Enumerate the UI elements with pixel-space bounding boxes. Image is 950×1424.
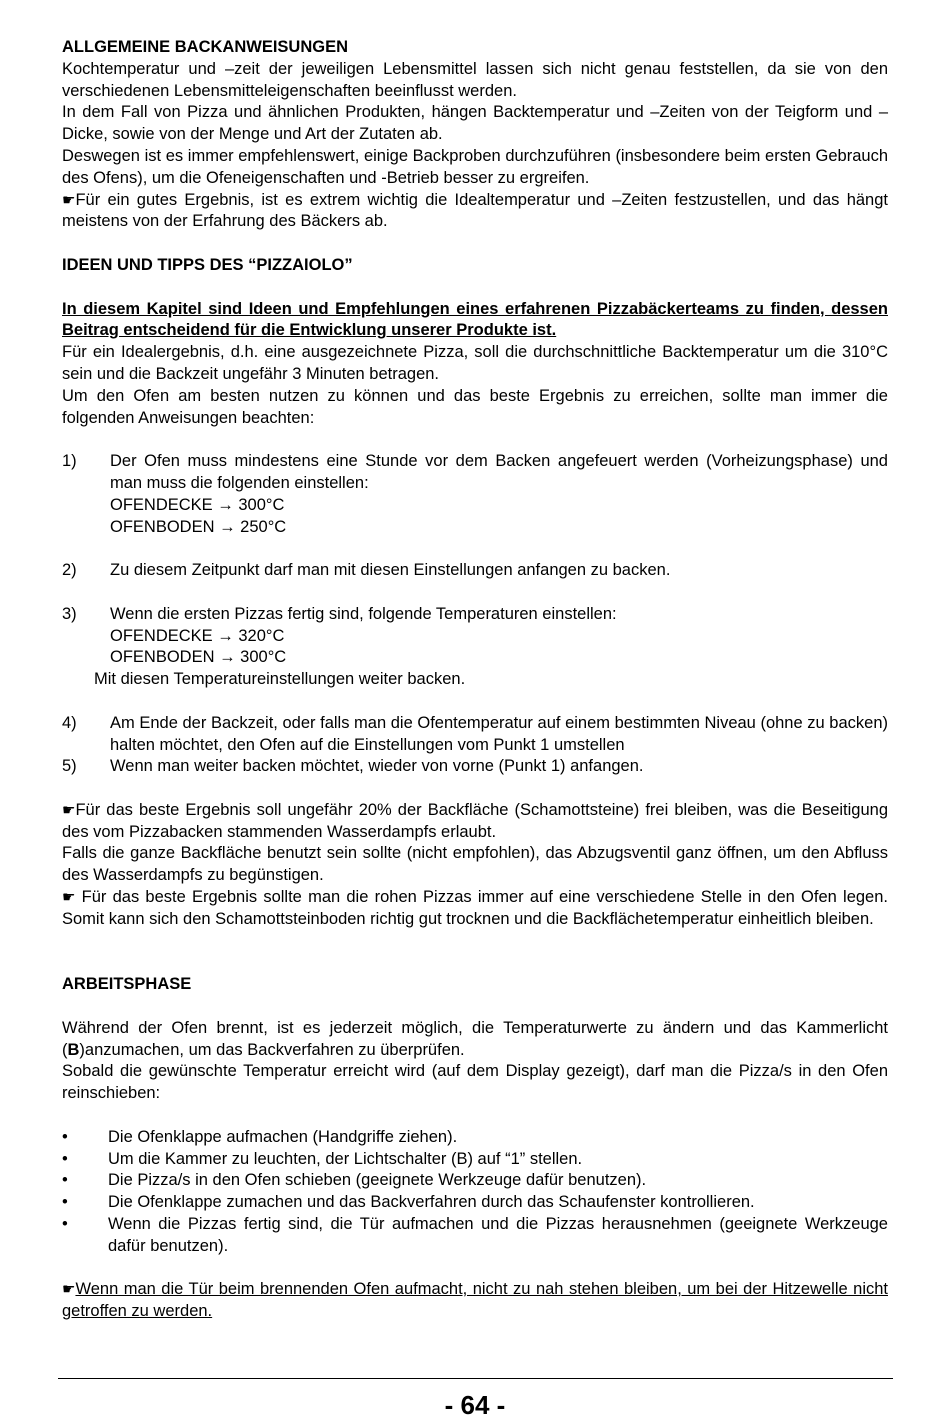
list-item	[62, 560, 888, 582]
paragraph: Deswegen ist es immer empfehlenswert, einige Backproben durchzuführen (insbesondere beim ersten Gebrauch des Ofens), um die Ofeneigenschaften und -Betrieb besser zu ergreifen.	[62, 146, 888, 187]
bullet-icon: •	[62, 1171, 68, 1190]
setting-line: OFENDECKE → 320°C	[110, 626, 285, 645]
paragraph	[62, 1018, 888, 1062]
list-item	[62, 451, 888, 538]
bullet-icon: •	[62, 1127, 68, 1146]
bullet-text: Um die Kammer zu leuchten, der Lichtschalter (B) auf “1” stellen.	[108, 1149, 583, 1168]
bullet-item	[62, 1127, 888, 1149]
paragraph: Sobald die gewünschte Temperatur erreicht wird (auf dem Display gezeigt), darf man die Pizza/s in den Ofen reinschieben:	[62, 1062, 888, 1103]
paragraph: Falls die ganze Backfläche benutzt sein sollte (nicht empfohlen), das Abzugsventil ganz öffnen, um den Abfluss des Wasserdampfs zu begünstigen.	[62, 844, 888, 885]
setting-line: OFENDECKE → 300°C	[110, 495, 285, 514]
text-span: Während der Ofen brennt, ist es jederzeit möglich, die Temperaturwerte zu ändern und das Kammerlicht (	[62, 1018, 888, 1059]
footer-divider	[58, 1378, 893, 1379]
bullet-icon: •	[62, 1193, 68, 1212]
section-heading: IDEEN UND TIPPS DES “PIZZAIOLO”	[62, 255, 353, 274]
page-number: - 64 -	[444, 1390, 506, 1420]
text-span: )anzumachen, um das Backverfahren zu überprüfen.	[79, 1040, 465, 1059]
bullet-text: Die Ofenklappe zumachen und das Backverfahren durch das Schaufenster kontrollieren.	[108, 1193, 755, 1212]
list-item	[62, 756, 888, 778]
bullet-icon: •	[62, 1215, 68, 1234]
list-item	[62, 604, 888, 669]
pointing-hand-icon: ☛	[62, 191, 76, 209]
paragraph: Um den Ofen am besten nutzen zu können und das beste Ergebnis zu erreichen, sollte man immer die folgenden Anweisungen beachten:	[62, 386, 888, 427]
step-note: Mit diesen Temperatureinstellungen weiter backen.	[94, 670, 466, 689]
intro-paragraph: In diesem Kapitel sind Ideen und Empfehlungen eines erfahrenen Pizzabäckerteams zu finden, dessen Beitrag entscheidend für die Entwicklung unserer Produkte ist.	[62, 299, 888, 340]
list-number: 4)	[62, 713, 77, 732]
setting-line: OFENBODEN → 300°C	[110, 648, 287, 667]
tip-text: Für das beste Ergebnis sollte man die rohen Pizzas immer auf eine verschiedene Stelle in den Ofen legen. Somit kann sich den Schamottsteinboden richtig gut trocknen und die Backflächetemperatur einheitlich bleiben.	[62, 888, 888, 928]
pointing-hand-icon: ☛	[62, 1281, 76, 1299]
pointing-hand-icon: ☛	[62, 801, 76, 819]
switch-letter: B	[67, 1040, 80, 1059]
paragraph: Kochtemperatur und –zeit der jeweiligen Lebensmittel lassen sich nicht genau feststellen, da sie von den verschiedenen Lebensmitteleigenschaften beeinflusst werden.	[62, 59, 888, 100]
bullet-item	[62, 1192, 888, 1214]
bullet-item	[62, 1149, 888, 1171]
tip-paragraph	[62, 887, 888, 931]
list-item	[62, 713, 888, 757]
bullet-item	[62, 1214, 888, 1258]
step-text: Der Ofen muss mindestens eine Stunde vor dem Backen angefeuert werden (Vorheizungsphase) und man muss die folgenden einstellen:	[110, 452, 888, 492]
bullet-text: Wenn die Pizzas fertig sind, die Tür aufmachen und die Pizzas herausnehmen (geeignete Werkzeuge dafür benutzen).	[108, 1215, 888, 1255]
section-heading: ARBEITSPHASE	[62, 975, 192, 994]
tip-text: Für das beste Ergebnis soll ungefähr 20% der Backfläche (Schamottsteine) frei bleiben, was die Beseitigung des vom Pizzabacken stammenden Wasserdampfs erlaubt.	[62, 800, 888, 841]
tip-text: Für ein gutes Ergebnis, ist es extrem wichtig die Idealtemperatur und –Zeiten festzustellen, und das hängt meistens von der Erfahrung des Bäckers ab.	[62, 190, 888, 231]
document-page	[62, 37, 888, 1323]
list-number: 2)	[62, 561, 77, 580]
bullet-item	[62, 1170, 888, 1192]
bullet-icon: •	[62, 1149, 68, 1168]
list-number: 1)	[62, 452, 77, 471]
step-text: Am Ende der Backzeit, oder falls man die Ofentemperatur auf einem bestimmten Niveau (ohne zu backen) halten möchtet, den Ofen auf die Einstellungen vom Punkt 1 umstellen	[110, 713, 888, 754]
step-text: Zu diesem Zeitpunkt darf man mit diesen Einstellungen anfangen zu backen.	[110, 561, 671, 580]
paragraph: In dem Fall von Pizza und ähnlichen Produkten, hängen Backtemperatur und –Zeiten von der Teigform und –Dicke, sowie von der Menge und Art der Zutaten ab.	[62, 103, 888, 144]
bullet-text: Die Pizza/s in den Ofen schieben (geeignete Werkzeuge dafür benutzen).	[108, 1171, 647, 1190]
setting-line: OFENBODEN → 250°C	[110, 517, 287, 536]
step-text: Wenn die ersten Pizzas fertig sind, folgende Temperaturen einstellen:	[110, 604, 617, 623]
step-text: Wenn man weiter backen möchtet, wieder von vorne (Punkt 1) anfangen.	[110, 757, 644, 776]
pointing-hand-icon: ☛	[62, 889, 76, 907]
paragraph: Für ein Idealergebnis, d.h. eine ausgezeichnete Pizza, soll die durchschnittliche Backtemperatur um die 310°C sein und die Backzeit ungefähr 3 Minuten betragen.	[62, 343, 888, 383]
section-heading: ALLGEMEINE BACKANWEISUNGEN	[62, 38, 349, 56]
warning-paragraph	[62, 1279, 888, 1323]
tip-paragraph	[62, 190, 888, 234]
warning-text: Wenn man die Tür beim brennenden Ofen aufmacht, nicht zu nah stehen bleiben, um bei der Hitzewelle nicht getroffen zu werden.	[62, 1280, 888, 1321]
list-number: 5)	[62, 757, 77, 776]
bullet-text: Die Ofenklappe aufmachen (Handgriffe ziehen).	[108, 1127, 458, 1146]
list-number: 3)	[62, 604, 77, 623]
tip-paragraph	[62, 800, 888, 844]
